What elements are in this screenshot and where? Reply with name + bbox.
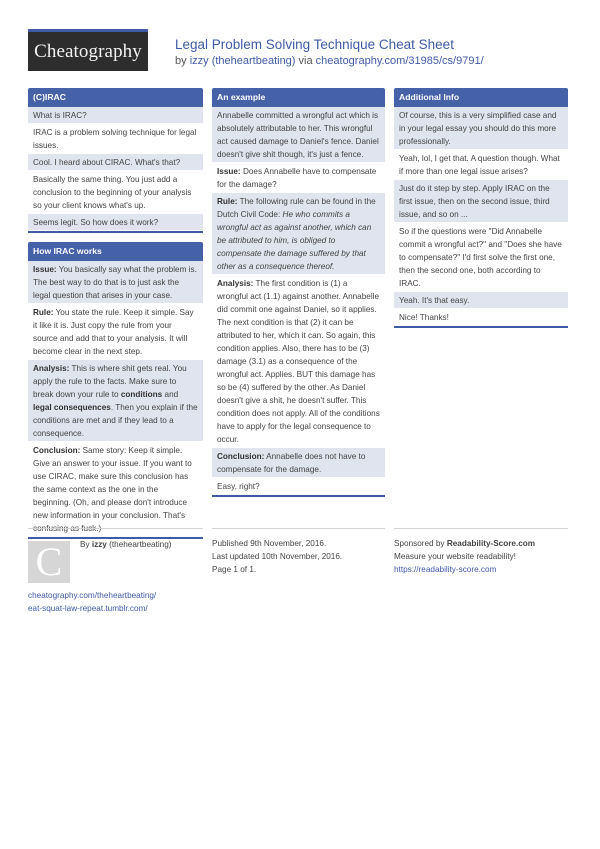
conclusion-text: Same story: Keep it simple. Give an answer to your issue. If you want to use CIRAC, make sure this conclusion has the same context as the one in the beginning. (Oh, and please don't introduce new information in your conclusion. That's confusing as fuck.): [33, 446, 192, 533]
updated-date: Last updated 10th November, 2016.: [212, 552, 343, 561]
by-label: By: [80, 540, 92, 549]
issue-text: You basically say what the problem is. The best way to do that is to just ask the legal question that arises in your case.: [33, 265, 197, 300]
list-item: Yeah, lol, I get that. A question though. What if more than one legal issue arises?: [394, 150, 568, 180]
avatar-letter: C: [35, 539, 63, 584]
list-item-conclusion: [212, 448, 385, 478]
by-prefix: by: [175, 55, 190, 67]
list-item: What is IRAC?: [28, 107, 203, 124]
sponsor-name: Readability-Score.com: [446, 539, 536, 548]
analysis-bold-conditions: conditions: [120, 390, 163, 399]
list-item: Nice! Thanks!: [394, 309, 568, 326]
list-item: Annabelle committed a wrongful act which is absolutely attributable to her. This wrongful act caused damage to Daniel's fence. Daniel doesn't give shit though, it's just a fence.: [212, 107, 385, 163]
list-item: Cool. I heard about CIRAC. What's that?: [28, 154, 203, 171]
author-links: [28, 583, 203, 615]
section-cirac: [28, 88, 203, 233]
sheet-url-link[interactable]: cheatography.com/31985/cs/9791/: [315, 55, 484, 67]
list-item-analysis: [212, 275, 385, 448]
analysis-text: . Then you explain if the conditions are met and if they lead to a consequence.: [33, 403, 198, 438]
column-1: [28, 88, 203, 548]
list-item: Of course, this is a very simplified case and in your legal essay you should do this more professionally.: [394, 107, 568, 150]
issue-label: Issue:: [217, 167, 241, 176]
sponsor-prefix: Sponsored by: [394, 539, 447, 548]
page-title[interactable]: Legal Problem Solving Technique Cheat Sheet: [175, 37, 454, 52]
analysis-bold-consequences: legal consequences: [33, 403, 111, 412]
author-profile-link[interactable]: cheatography.com/theheartbeating/: [28, 591, 157, 600]
byline: [175, 55, 484, 67]
conclusion-text: Annabelle does not have to compensate for the damage.: [217, 452, 366, 474]
author-name: izzy: [91, 540, 107, 549]
author-blog-link[interactable]: eat-squat-law-repeat.tumblr.com/: [28, 604, 148, 613]
section-additional-info: [394, 88, 568, 328]
issue-label: Issue:: [33, 265, 57, 274]
sponsor-line: [394, 537, 568, 550]
list-item: Yeah. It's that easy.: [394, 292, 568, 309]
analysis-label: Analysis:: [217, 279, 254, 288]
rule-label: Rule:: [217, 197, 238, 206]
section-how-irac-works: [28, 242, 203, 539]
footer-author: [28, 528, 203, 615]
sponsor-tagline: Measure your website readability!: [394, 552, 516, 561]
list-item: Basically the same thing. You just add a conclusion to the beginning of your analysis so your client knows what's up.: [28, 171, 203, 214]
footer-sponsor: [394, 528, 568, 576]
list-item-rule: [212, 193, 385, 275]
list-item: Seems legit. So how does it work?: [28, 214, 203, 231]
list-item-rule: [28, 304, 203, 360]
page-number: Page 1 of 1.: [212, 565, 257, 574]
list-item-issue: [28, 261, 203, 304]
avatar: [28, 541, 70, 583]
analysis-text: The first condition is (1) a wrongful act (1.1) against another. Annabelle did commit one against Daniel, so it applies. The next condition is that (2) it can be attributed to her, which it can. So again, this condition applies. Also, there has to be (3) damage (3.1) as a consequence of the wrongful act. Applies. BUT this damage has so be (4) suffered by the other. As Daniel doesn't give a shit, he doesn't suffer. This condition does not apply. All of the conditions have to apply for the legal consequence to occur.: [217, 279, 380, 444]
rule-label: Rule:: [33, 308, 54, 317]
column-3: [394, 88, 568, 337]
section-title: An example: [212, 88, 385, 107]
conclusion-label: Conclusion:: [217, 452, 265, 461]
analysis-label: Analysis:: [33, 364, 70, 373]
list-item: Easy, right?: [212, 478, 385, 495]
section-title: Additional Info: [394, 88, 568, 107]
cheatography-logo[interactable]: [28, 29, 148, 71]
author-handle: (theheartbeating): [106, 540, 172, 549]
list-item-issue: [212, 163, 385, 193]
section-title: How IRAC works: [28, 242, 203, 261]
list-item-analysis: [28, 360, 203, 442]
footer-publication: [212, 528, 385, 576]
via-text: via: [295, 55, 316, 67]
list-item: Just do it step by step. Apply IRAC on the first issue, then on the second issue, third issue, and so on ...: [394, 180, 568, 223]
rule-text: The following rule can be found in the Dutch Civil Code:: [217, 197, 376, 219]
published-date: Published 9th November, 2016.: [212, 539, 327, 548]
rule-quote: He who commits a wrongful act as against another, which can be attributed to him, is obliged to compensate the damage suffered by that other as a consequence thereof.: [217, 210, 372, 271]
rule-text: You state the rule. Keep it simple. Say it like it is. Just copy the rule from your source and add that to your analysis. It will become clear in the next step.: [33, 308, 194, 356]
column-2: [212, 88, 385, 506]
analysis-text: and: [162, 390, 179, 399]
list-item: IRAC is a problem solving technique for legal issues.: [28, 124, 203, 154]
sponsor-link[interactable]: https://readability-score.com: [394, 565, 497, 574]
list-item: So if the questions were "Did Annabelle commit a wrongful act?" and "Does she have to compensate?" I'd first solve the first one, then the second one, both according to IRAC.: [394, 223, 568, 292]
analysis-text: This is where shit gets real. You apply the rule to the facts. Make sure to break down your rule to: [33, 364, 187, 399]
issue-text: Does Annabelle have to compensate for the damage?: [217, 167, 377, 189]
section-example: [212, 88, 385, 497]
logo-text: Cheatography: [34, 40, 142, 62]
section-title: (C)IRAC: [28, 88, 203, 107]
author-link[interactable]: izzy (theheartbeating): [189, 55, 296, 67]
conclusion-label: Conclusion:: [33, 446, 81, 455]
list-item-conclusion: [28, 442, 203, 537]
